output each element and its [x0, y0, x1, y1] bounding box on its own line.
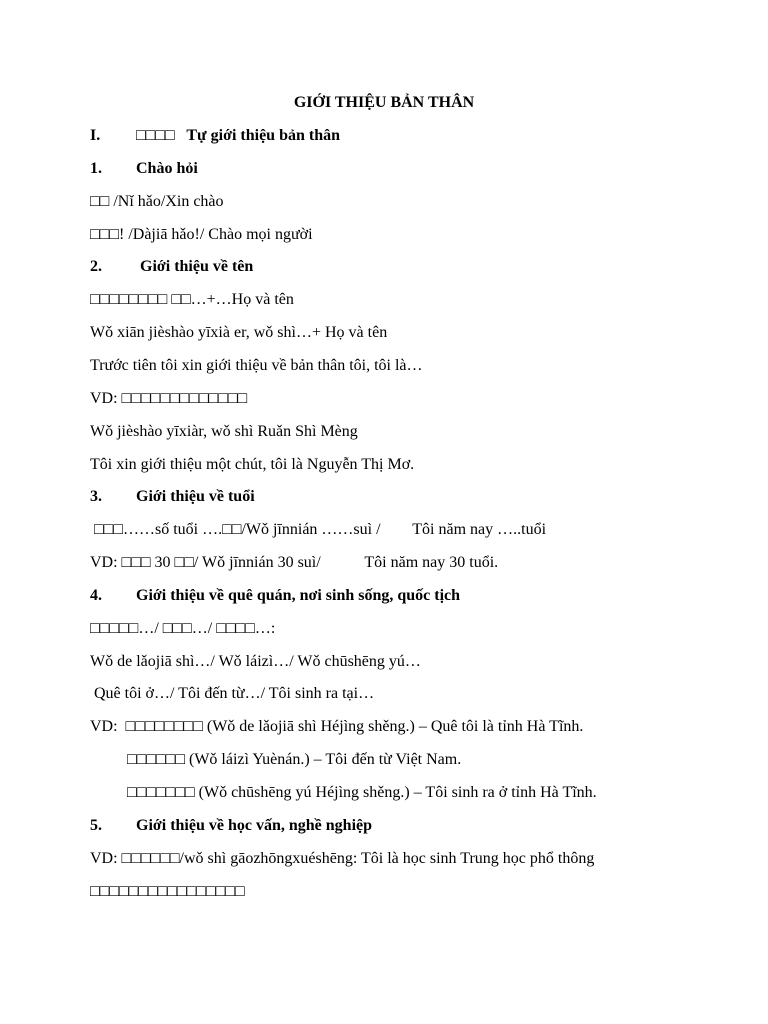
section-heading [90, 125, 340, 147]
line-text: □□□□□□□□□□□□□□□□ [90, 883, 245, 900]
line-text: □□□……số tuổi ….□□/Wǒ jīnnián ……suì / Tôi năm nay …..tuổi [90, 521, 547, 538]
body-line [90, 191, 224, 213]
section-number: 3. [90, 488, 102, 505]
body-line [90, 454, 414, 476]
body-line [90, 322, 387, 344]
section-number: 1. [90, 160, 102, 177]
line-text: Wǒ jièshào yīxiàr, wǒ shì Ruǎn Shì Mèng [90, 423, 358, 440]
body-line [90, 388, 247, 410]
section-heading [90, 158, 198, 180]
body-line [90, 716, 583, 738]
document-title: GIỚI THIỆU BẢN THÂN [293, 94, 475, 111]
line-text: VD: □□□ 30 □□/ Wǒ jīnnián 30 suì/ Tôi năm nay 30 tuổi. [90, 554, 499, 571]
line-text: Tôi xin giới thiệu một chút, tôi là Nguyễn Thị Mơ. [90, 456, 415, 473]
line-text: VD: □□□□□□□□ (Wǒ de lǎojiā shì Héjìng shěng.) – Quê tôi là tỉnh Hà Tĩnh. [90, 718, 584, 735]
line-text: Trước tiên tôi xin giới thiệu về bản thân tôi, tôi là… [90, 357, 423, 374]
section-heading [90, 486, 255, 508]
body-line [90, 421, 358, 443]
body-line [127, 782, 597, 804]
section-number: 2. [90, 258, 102, 275]
body-line [90, 618, 275, 640]
line-text: Wǒ de lǎojiā shì…/ Wǒ láizì…/ Wǒ chūshēng yú… [90, 653, 421, 670]
body-line [127, 749, 461, 771]
line-text: VD: □□□□□□□□□□□□□ [90, 390, 248, 407]
line-text: □□□□□□ (Wǒ láizì Yuènán.) – Tôi đến từ Việt Nam. [127, 751, 462, 768]
body-line [90, 848, 594, 870]
section-heading [90, 815, 372, 837]
line-text: □□□! /Dàjiā hǎo!/ Chào mọi người [90, 226, 313, 243]
line-text: Chào hỏi [136, 160, 198, 177]
line-text: Giới thiệu về quê quán, nơi sinh sống, quốc tịch [136, 587, 461, 604]
body-line [90, 355, 423, 377]
section-heading [90, 256, 253, 278]
body-line [90, 683, 374, 705]
line-text: □□ /Nǐ hǎo/Xin chào [90, 193, 224, 210]
line-text: □□□□□□□□ □□…+…Họ và tên [90, 291, 294, 308]
line-text: Quê tôi ở…/ Tôi đến từ…/ Tôi sinh ra tại… [90, 685, 375, 702]
body-line [90, 224, 313, 246]
body-line [90, 519, 546, 541]
body-line [90, 881, 245, 903]
line-text: □□□□ Tự giới thiệu bản thân [136, 127, 340, 144]
section-number: 5. [90, 817, 102, 834]
line-text: VD: □□□□□□/wǒ shì gāozhōngxuéshēng: Tôi là học sinh Trung học phổ thông [90, 850, 595, 867]
line-text: Giới thiệu về tuổi [136, 488, 255, 505]
section-heading [90, 585, 460, 607]
line-text: Giới thiệu về tên [136, 258, 254, 275]
line-text: □□□□□□□ (Wǒ chūshēng yú Héjìng shěng.) – Tôi sinh ra ở tỉnh Hà Tĩnh. [127, 784, 597, 801]
body-line [90, 289, 294, 311]
line-text: □□□□□…/ □□□…/ □□□□…: [90, 620, 276, 637]
body-line [90, 552, 498, 574]
body-line [90, 651, 421, 673]
section-number: I. [90, 127, 101, 144]
section-number: 4. [90, 587, 102, 604]
line-text: Giới thiệu về học vấn, nghề nghiệp [136, 817, 373, 834]
line-text: Wǒ xiān jièshào yīxià er, wǒ shì…+ Họ và tên [90, 324, 388, 341]
